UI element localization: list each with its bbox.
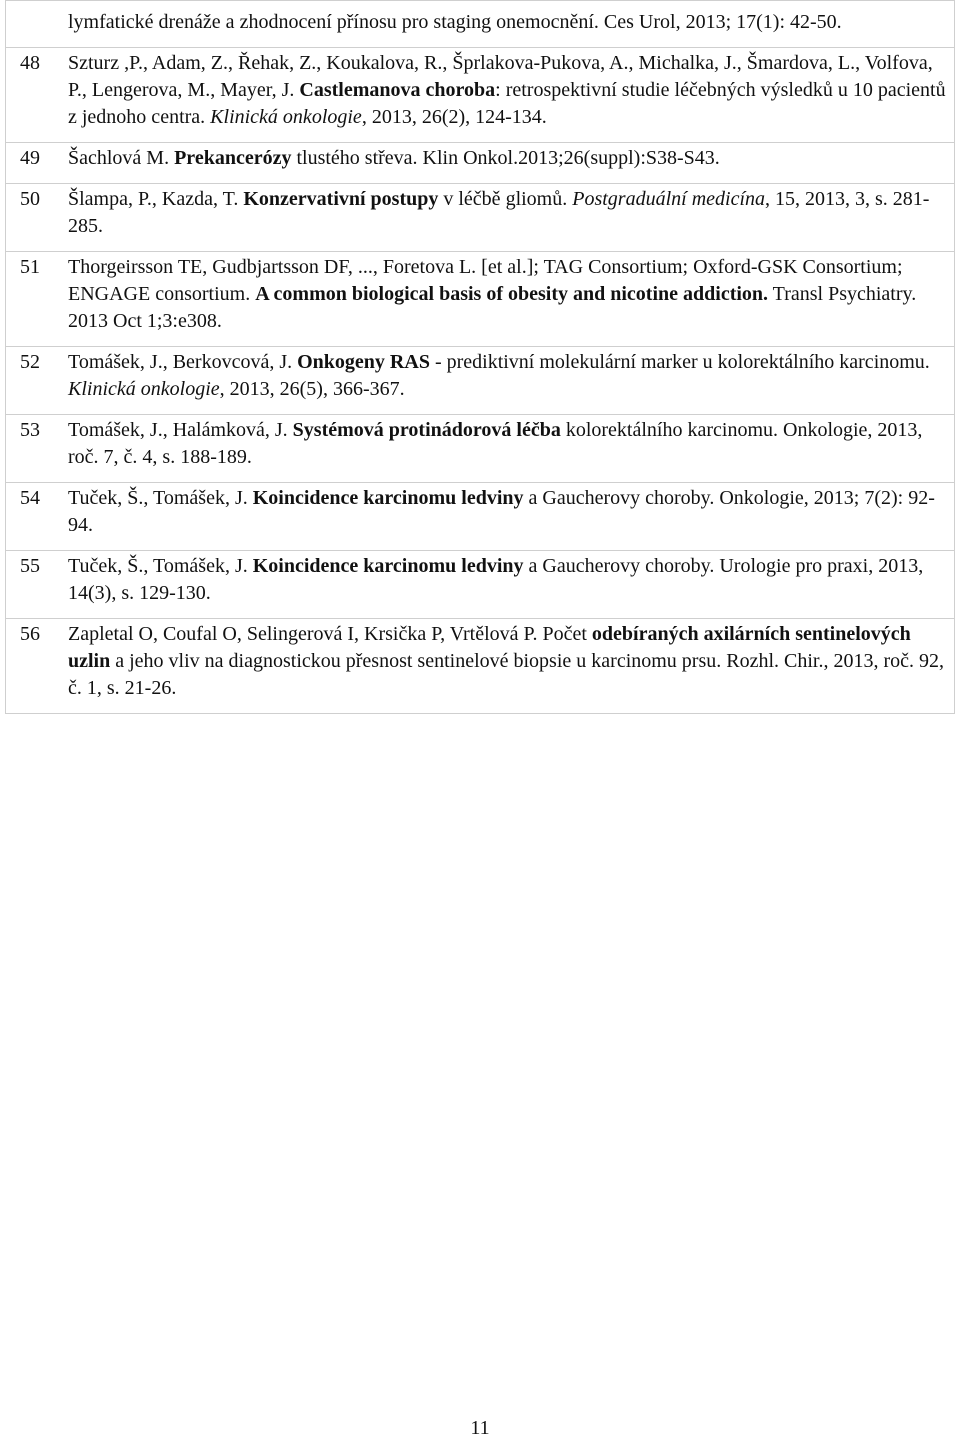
reference-journal: Klinická onkologie bbox=[210, 106, 362, 128]
reference-text bbox=[54, 551, 955, 619]
reference-title: A common biological basis of obesity and nicotine addiction. bbox=[255, 283, 769, 305]
reference-text bbox=[54, 48, 955, 143]
reference-text bbox=[54, 1, 955, 48]
reference-number: 51 bbox=[6, 252, 55, 347]
references-body bbox=[6, 1, 955, 714]
reference-fragment: lymfatické drenáže a zhodnocení přínosu pro staging onemocnění. Ces Urol, 2013; 17(1): 42-50. bbox=[68, 11, 842, 33]
reference-title: Koincidence karcinomu ledviny bbox=[252, 487, 524, 509]
reference-number: 54 bbox=[6, 483, 55, 551]
reference-fragment: , 15, 2013, 3, s. 281-285. bbox=[68, 188, 930, 237]
reference-number: 56 bbox=[6, 619, 55, 714]
reference-title: Systémová protinádorová léčba bbox=[292, 419, 561, 441]
reference-fragment: Zapletal O, Coufal O, Selingerová I, Krsička P, Vrtělová P. Počet bbox=[68, 623, 592, 645]
reference-row bbox=[6, 619, 955, 714]
reference-number bbox=[6, 1, 55, 48]
reference-row bbox=[6, 184, 955, 252]
reference-fragment: Tomášek, J., Halámková, J. bbox=[68, 419, 293, 441]
reference-fragment: Transl Psychiatry. 2013 Oct 1;3:e308. bbox=[68, 283, 917, 332]
reference-title: Onkogeny RAS bbox=[297, 351, 430, 373]
reference-text bbox=[54, 184, 955, 252]
page-number: 11 bbox=[470, 1417, 490, 1439]
reference-title: Konzervativní postupy bbox=[243, 188, 439, 210]
references-table bbox=[5, 0, 955, 714]
reference-number: 49 bbox=[6, 143, 55, 184]
reference-journal: Postgraduální medicína bbox=[572, 188, 765, 210]
reference-text bbox=[54, 347, 955, 415]
reference-row bbox=[6, 143, 955, 184]
reference-fragment: a jeho vliv na diagnostickou přesnost sentinelové biopsie u karcinomu prsu. Rozhl. Chir., 2013, roč. 92, č. 1, s. 21-26. bbox=[68, 650, 945, 699]
reference-text bbox=[54, 483, 955, 551]
reference-text bbox=[54, 415, 955, 483]
reference-row bbox=[6, 415, 955, 483]
reference-title: Koincidence karcinomu ledviny bbox=[252, 555, 524, 577]
reference-fragment: v léčbě gliomů. bbox=[438, 188, 573, 210]
reference-fragment: a Gaucherovy choroby. Urologie pro praxi, 2013, 14(3), s. 129-130. bbox=[68, 555, 924, 604]
reference-fragment: Šlampa, P., Kazda, T. bbox=[68, 188, 244, 210]
reference-number: 55 bbox=[6, 551, 55, 619]
reference-text bbox=[54, 619, 955, 714]
reference-fragment: tlustého střeva. Klin Onkol.2013;26(suppl):S38-S43. bbox=[291, 147, 720, 169]
reference-fragment: Tuček, Š., Tomášek, J. bbox=[68, 487, 253, 509]
reference-number: 52 bbox=[6, 347, 55, 415]
reference-text bbox=[54, 252, 955, 347]
reference-title: odebíraných axilárních sentinelových uzlin bbox=[68, 623, 911, 672]
reference-fragment: Szturz ,P., Adam, Z., Řehak, Z., Koukalova, R., Šprlakova-Pukova, A., Michalka, J., Šmardova, L., Volfova, P., Lengerova, M., Mayer, J. bbox=[68, 52, 933, 101]
reference-title: Castlemanova choroba bbox=[299, 79, 496, 101]
reference-fragment: Tuček, Š., Tomášek, J. bbox=[68, 555, 253, 577]
reference-text bbox=[54, 143, 955, 184]
reference-row bbox=[6, 551, 955, 619]
reference-journal: Klinická onkologie bbox=[68, 378, 220, 400]
reference-fragment: kolorektálního karcinomu. Onkologie, 2013, roč. 7, č. 4, s. 188-189. bbox=[68, 419, 923, 468]
reference-number: 50 bbox=[6, 184, 55, 252]
reference-row bbox=[6, 483, 955, 551]
reference-title: Prekancerózy bbox=[174, 147, 292, 169]
reference-row bbox=[6, 1, 955, 48]
reference-fragment: : retrospektivní studie léčebných výsledků u 10 pacientů z jednoho centra. bbox=[68, 79, 946, 128]
reference-number: 53 bbox=[6, 415, 55, 483]
reference-fragment: a Gaucherovy choroby. Onkologie, 2013; 7(2): 92-94. bbox=[68, 487, 935, 536]
reference-row bbox=[6, 252, 955, 347]
reference-fragment: - prediktivní molekulární marker u kolorektálního karcinomu. bbox=[429, 351, 930, 373]
reference-number: 48 bbox=[6, 48, 55, 143]
reference-fragment: Šachlová M. bbox=[68, 147, 175, 169]
reference-row bbox=[6, 347, 955, 415]
reference-row bbox=[6, 48, 955, 143]
reference-fragment: , 2013, 26(2), 124-134. bbox=[361, 106, 547, 128]
reference-fragment: , 2013, 26(5), 366-367. bbox=[219, 378, 405, 400]
reference-fragment: Tomášek, J., Berkovcová, J. bbox=[68, 351, 298, 373]
reference-fragment: Thorgeirsson TE, Gudbjartsson DF, ..., Foretova L. [et al.]; TAG Consortium; Oxford-GSK Consortium; ENGAGE consortium. bbox=[68, 256, 903, 305]
